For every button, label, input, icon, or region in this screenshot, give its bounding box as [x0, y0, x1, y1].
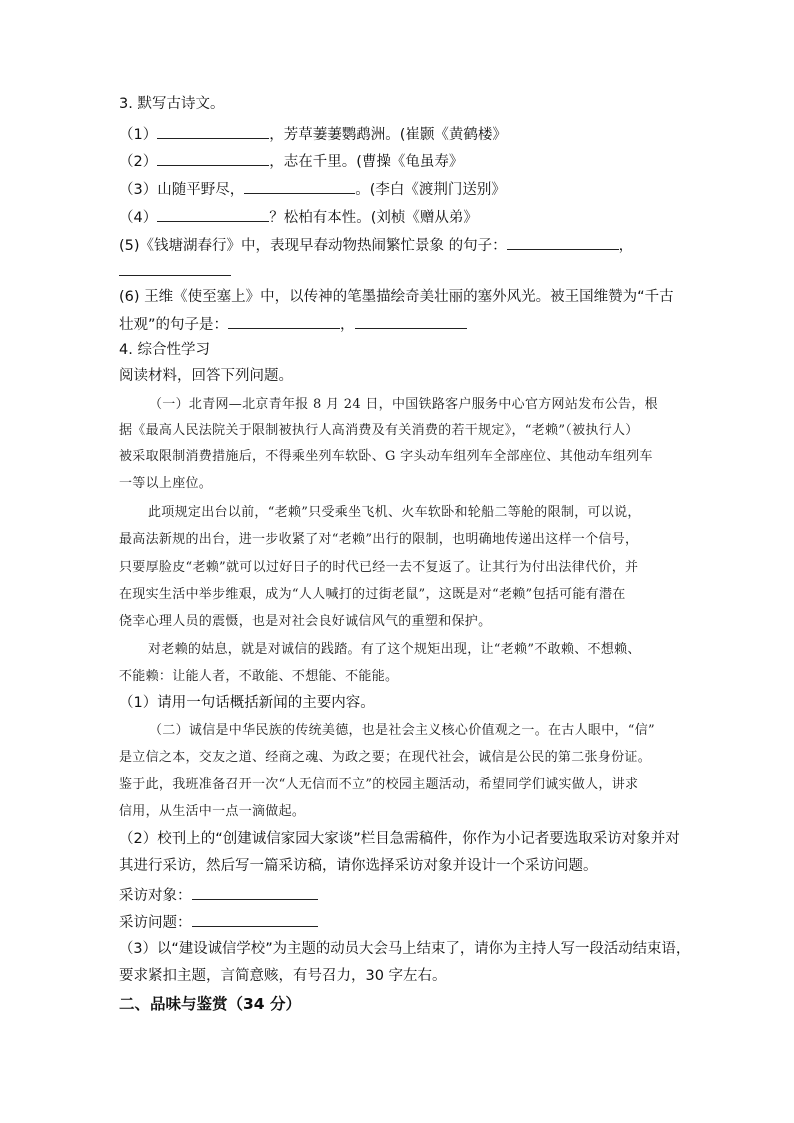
q3-item-6-line2: 壮观”的句子是： ， [119, 313, 467, 335]
q3-item-6: (6) 王维《使至塞上》中，以传神的笔墨描绘奇美壮丽的塞外风光。被王国维赞为“千古 [119, 289, 674, 305]
answer-blank[interactable] [119, 260, 231, 276]
answer-blank[interactable] [355, 313, 467, 329]
interviewee-row: 采访对象： [119, 884, 318, 906]
answer-blank[interactable] [157, 150, 269, 166]
answer-blank[interactable] [228, 313, 340, 329]
material1-line: 侥幸心理人员的震慑，也是对社会良好诚信风气的重塑和保护。 [119, 614, 492, 629]
material1-line: （一）北青网—北京青年报 8 月 24 日，中国铁路客户服务中心官方网站发布公告，根 [149, 397, 658, 412]
q4-title: 4. 综合性学习 [119, 342, 210, 358]
q3-item-3: （3）山随平野尽， 。(李白《渡荆门送别》 [119, 178, 506, 200]
q3-title: 3. 默写古诗文。 [119, 96, 225, 112]
question-blank[interactable] [192, 911, 318, 927]
material1-line: 只要厚脸皮“老赖”就可以过好日子的时代已经一去不复返了。让其行为付出法律代价，并 [119, 560, 639, 575]
q4-sub3-line2: 要求紧扣主题，言简意赅，有号召力，30 字左右。 [119, 968, 447, 984]
material2-line: 鉴于此，我班准备召开一次“人无信而不立”的校园主题活动，希望同学们诚实做人，讲求 [119, 777, 639, 792]
material2-line: （二）诚信是中华民族的传统美德，也是社会主义核心价值观之一。在古人眼中，“信” [149, 723, 655, 738]
material1-line: 一等以上座位。 [119, 476, 213, 491]
q4-sub1: （1）请用一句话概括新闻的主要内容。 [119, 695, 375, 711]
answer-blank[interactable] [157, 123, 269, 139]
q4-sub2-line1: （2）校刊上的“创建诚信家园大家谈”栏目急需稿件，你作为小记者要选取采访对象并对 [119, 831, 680, 847]
material1-line: 据《最高人民法院关于限制被执行人高消费及有关消费的若干规定》，“老赖”（被执行人） [119, 423, 639, 438]
material1-line: 最高法新规的出台，进一步收紧了对“老赖”出行的限制，也明确地传递出这样一个信号， [119, 532, 639, 547]
material1-line: 在现实生活中举步维艰，成为“人人喊打的过街老鼠”，这既是对“老赖”包括可能有潜在 [119, 587, 626, 602]
material1-line: 不能赖：让能人者，不敢能、不想能、不能能。 [119, 669, 399, 684]
material2-line: 是立信之本，交友之道、经商之魂、为政之要；在现代社会，诚信是公民的第二张身份证。 [119, 750, 652, 765]
q3-item-5-line2 [119, 260, 231, 282]
section-2-title: 二、品味与鉴赏（34 分） [119, 995, 301, 1013]
material1-line: 对老赖的姑息，就是对诚信的践踏。有了这个规矩出现，让“老赖”不敢赖、不想赖、 [148, 642, 641, 657]
interviewee-blank[interactable] [192, 884, 318, 900]
q3-item-2: （2） ，志在千里。(曹操《龟虽寿》 [119, 150, 463, 172]
q3-item-4: （4） ？松柏有本性。(刘桢《赠从弟》 [119, 206, 478, 228]
answer-blank[interactable] [244, 178, 355, 194]
material1-line: 此项规定出台以前，“老赖”只受乘坐飞机、火车软卧和轮船二等舱的限制，可以说， [148, 505, 641, 520]
q4-sub2-line2: 其进行采访，然后写一篇采访稿，请你选择采访对象并设计一个采访问题。 [119, 858, 598, 874]
answer-blank[interactable] [157, 206, 269, 222]
q3-item-1: （1） ，芳草萋萋鹦鹉洲。(崔颢《黄鹤楼》 [119, 123, 507, 145]
material2-line: 信用，从生活中一点一滴做起。 [119, 804, 306, 819]
q4-instruction: 阅读材料，回答下列问题。 [119, 368, 293, 384]
material1-line: 被采取限制消费措施后，不得乘坐列车软卧、G 字头动车组列车全部座位、其他动车组列车 [119, 449, 653, 464]
answer-blank[interactable] [507, 234, 619, 250]
question-row: 采访问题： [119, 911, 318, 933]
q3-item-5: (5)《钱塘湖春行》中，表现早春动物热闹繁忙景象 的句子： ， [119, 234, 633, 256]
q4-sub3-line1: （3）以“建设诚信学校”为主题的动员大会马上结束了，请你为主持人写一段活动结束语， [119, 941, 691, 957]
